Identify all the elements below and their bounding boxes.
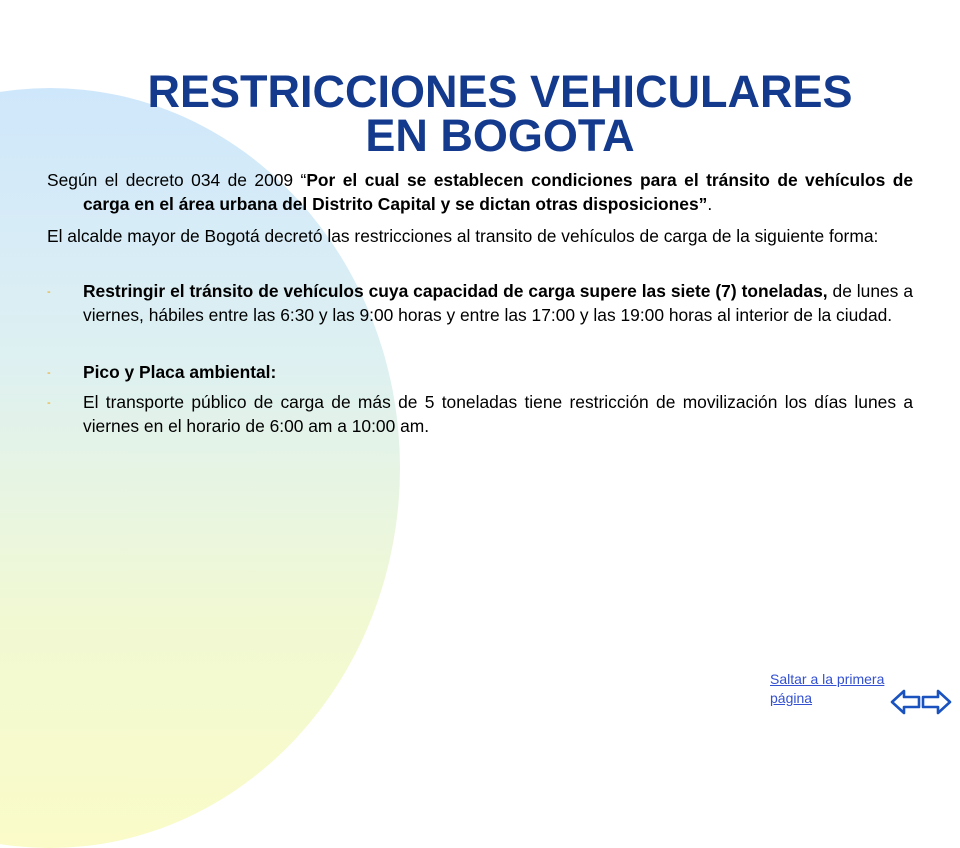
arrow-right-icon[interactable] xyxy=(920,688,952,716)
list-item xyxy=(47,360,913,384)
decree-paragraph xyxy=(47,168,913,216)
decree-name: Por el cual se establecen condiciones para el tránsito de vehículos de carga en el área urbana del Distrito Capital y se dictan otras disposiciones” xyxy=(83,170,914,214)
decree-intro: Según el decreto 034 de 2009 “ xyxy=(47,170,307,190)
list-item xyxy=(47,390,913,438)
slide-body xyxy=(47,168,913,438)
slide-title-line1: RESTRICCIONES VEHICULARES xyxy=(147,66,853,117)
slide-title xyxy=(60,66,940,161)
decree-end: . xyxy=(707,194,713,214)
pico-placa-heading: Pico y Placa ambiental: xyxy=(83,362,277,382)
restriction-bold: Restringir el tránsito de vehículos cuya capacidad de carga supere las siete (7) toneladas, xyxy=(83,281,828,301)
bullet-dash: - xyxy=(47,397,51,409)
mayor-paragraph: El alcalde mayor de Bogotá decretó las restricciones al transito de vehículos de carga de la siguiente forma: xyxy=(47,226,879,246)
arrow-left-icon[interactable] xyxy=(890,688,922,716)
first-page-link[interactable]: Saltar a la primera página xyxy=(770,671,885,706)
bullet-dash: - xyxy=(47,367,51,379)
bullet-dash: - xyxy=(47,286,51,298)
slide-title-line2: EN BOGOTA xyxy=(365,110,635,161)
list-item xyxy=(47,279,913,327)
pico-placa-text: El transporte público de carga de más de 5 toneladas tiene restricción de movilización los días lunes a viernes en el horario de 6:00 am a 10:00 am. xyxy=(83,392,913,436)
restriction-text: de lunes a viernes, hábiles entre las 6:30 y las 9:00 horas y entre las 17:00 y las 19:00 horas al interior de la ciudad. xyxy=(83,281,913,325)
